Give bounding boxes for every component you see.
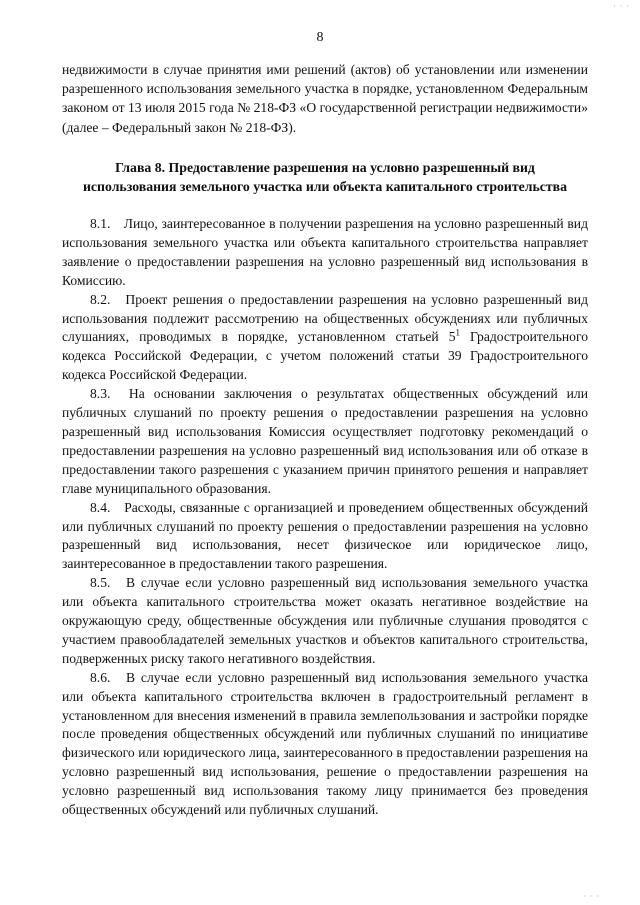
chapter-title-line-1: Глава 8. Предоставление разрешения на условно разрешенный вид xyxy=(115,160,535,175)
paragraph-text: Лицо, заинтересованное в получении разрешения на условно разрешенный вид использования земельного участка или объекта капитального строительства направляет заявление о предоставлении разрешения на условно разрешенный вид использования в Комиссию. xyxy=(62,216,588,288)
paragraph-number: 8.3. xyxy=(90,386,111,402)
paragraph-number: 8.4. xyxy=(90,499,111,515)
paragraph-8-3 xyxy=(62,385,588,498)
paragraph-text: На основании заключения о результатах общественных обсуждений или публичных слушаний по проекту решения о предоставлении разрешения на условно разрешенный вид использования Комиссия осуществляет подготовку рекомендаций о предоставлении разрешения на условно разрешенный вид использования или об отказе в предоставлении такого разрешения с указанием причин принятого решения и направляет главе муниципального образования. xyxy=(62,386,588,496)
paragraph-text-continued: Градостроительного кодекса Российской Федерации, с учетом положений статьи 39 Градостроительного кодекса Российской Федерации. xyxy=(62,329,588,383)
paragraph-number: 8.5. xyxy=(90,575,111,591)
intro-paragraph: недвижимости в случае принятия ими решений (актов) об установлении или изменении разрешенного использования земельного участка в порядке, установленном Федеральным законом от 13 июля 2015 года № 218-ФЗ «О государственной регистрации недвижимости» (далее – Федеральный закон № 218-ФЗ). xyxy=(62,62,588,135)
paragraph-text: В случае если условно разрешенный вид использования земельного участка или объекта капитального строительства может оказать негативное воздействие на окружающую среду, общественные обсуждения или публичные слушания проводятся с участием правообладателей земельных участков и объектов капитального строительства, подверженных риску такого негативного воздействия. xyxy=(62,575,588,666)
paragraph-number: 8.6. xyxy=(90,669,111,685)
scan-mark-top: · · · xyxy=(613,2,630,11)
chapter-title xyxy=(62,158,588,196)
chapter-body xyxy=(62,215,588,820)
paragraph-text: Расходы, связанные с организацией и проведением общественных обсуждений или публичных слушаний по проекту решения о предоставлении разрешения на условно разрешенный вид использования, несет физическое или юридическое лицо, заинтересованное в предоставлении такого разрешения. xyxy=(62,499,589,572)
paragraph-text: В случае если условно разрешенный вид использования земельного участка или объекта капитального строительства включен в градостроительный регламент в установленном для внесения изменений в правила землепользования и застройки порядке после проведения общественных обсуждений или публичных слушаний по инициативе физического или юридического лица, заинтересованного в предоставлении разрешения на условно разрешенный вид использования, решение о предоставлении разрешения на условно разрешенный вид использования такому лицу принимается без проведения общественных обсуждений или публичных слушаний. xyxy=(62,669,588,818)
paragraph-text: Проект решения о предоставлении разрешения на условно разрешенный вид использования подлежит рассмотрению на общественных обсуждениях или публичных слушаниях, проводимых в порядке, установленном статьей 5 xyxy=(62,291,588,345)
scan-mark-bottom: · · · xyxy=(583,892,600,901)
paragraph-8-1 xyxy=(62,215,588,291)
paragraph-8-5 xyxy=(62,574,588,669)
paragraph-8-4 xyxy=(62,499,588,575)
page-number: 8 xyxy=(316,30,324,45)
paragraph-8-6 xyxy=(62,669,588,820)
paragraph-8-2 xyxy=(62,291,588,386)
paragraph-number: 8.1. xyxy=(90,216,111,231)
chapter-title-line-2: использования земельного участка или объекта капитального строительства xyxy=(82,179,568,194)
superscript: 1 xyxy=(455,327,461,338)
paragraph-number: 8.2. xyxy=(90,291,111,307)
